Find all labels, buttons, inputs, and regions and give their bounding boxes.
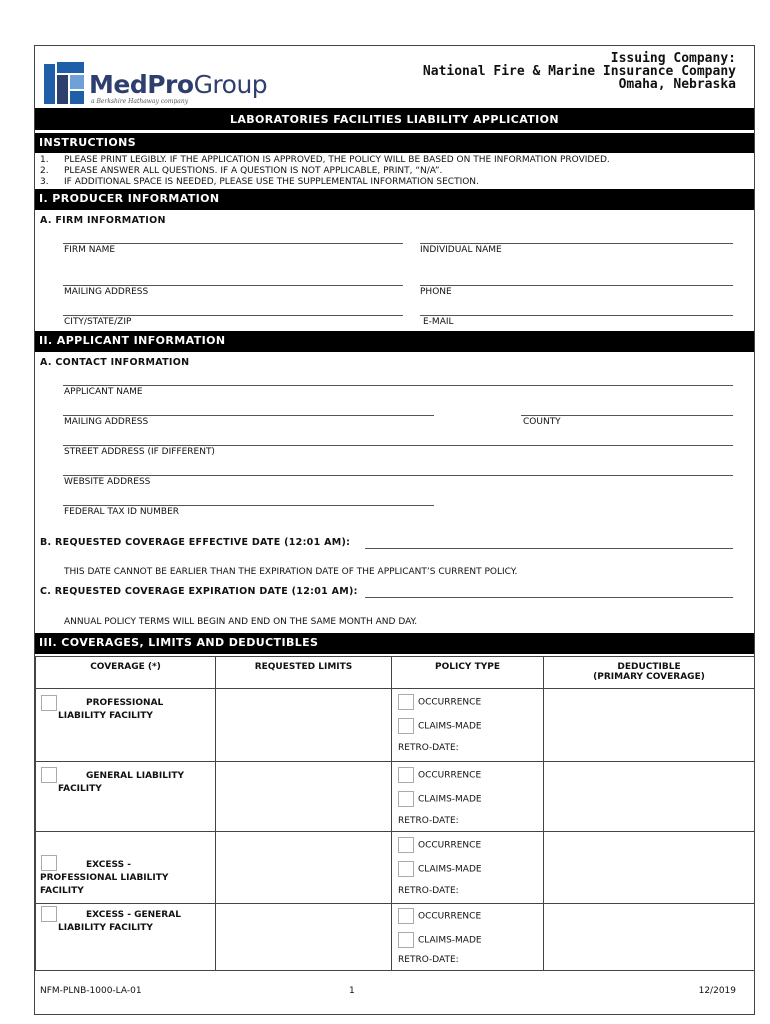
instruction-text: PLEASE ANSWER ALL QUESTIONS. IF A QUESTION IS NOT APPLICABLE, PRINT, “N/A”. [64, 166, 443, 176]
phone-label: PHONE [420, 287, 452, 297]
instruction-num: 3. [40, 177, 49, 187]
applicant-mailing-address-label: MAILING ADDRESS [64, 417, 149, 427]
issuer-label: Issuing Company: [610, 51, 736, 66]
coverage-name [58, 770, 208, 796]
applicant-name-label: APPLICANT NAME [64, 387, 143, 397]
instructions-heading: INSTRUCTIONS [39, 136, 137, 149]
claims-made-option[interactable] [398, 791, 482, 807]
retro-date-label: RETRO-DATE: [398, 816, 459, 826]
coverage-row [36, 762, 755, 832]
coverage-name-line: LIABILITY FACILITY [58, 923, 153, 933]
medpro-logo-icon [44, 62, 84, 104]
occurrence-option[interactable] [398, 908, 481, 924]
retro-date-label: RETRO-DATE: [398, 955, 459, 965]
website-label: WEBSITE ADDRESS [64, 477, 151, 487]
coverage-column-header: COVERAGE (*) [36, 657, 216, 689]
deductible-column-header [544, 657, 755, 689]
effective-date-note: THIS DATE CANNOT BE EARLIER THAN THE EXPIRATION DATE OF THE APPLICANT’S CURRENT POLICY. [64, 567, 518, 577]
effective-date-label: B. REQUESTED COVERAGE EFFECTIVE DATE (12:01 AM): [40, 537, 351, 548]
claims-made-option[interactable] [398, 718, 482, 734]
limits-column-header: REQUESTED LIMITS [216, 657, 392, 689]
application-page [34, 45, 755, 1015]
occurrence-checkbox[interactable] [398, 837, 414, 853]
deductible-input-cell[interactable] [544, 832, 755, 904]
occurrence-checkbox[interactable] [398, 767, 414, 783]
issuing-company [423, 52, 736, 91]
section3-bar [35, 633, 754, 654]
form-date: 12/2019 [698, 986, 736, 996]
claims-made-checkbox[interactable] [398, 791, 414, 807]
city-state-zip-field[interactable] [63, 315, 403, 316]
limits-input-cell[interactable] [216, 904, 392, 971]
instruction-text: IF ADDITIONAL SPACE IS NEEDED, PLEASE USE THE SUPPLEMENTAL INFORMATION SECTION. [64, 177, 479, 187]
deductible-input-cell[interactable] [544, 689, 755, 762]
claims-made-checkbox[interactable] [398, 718, 414, 734]
applicant-mailing-address-field[interactable] [63, 415, 434, 416]
expiration-date-note: ANNUAL POLICY TERMS WILL BEGIN AND END ON THE SAME MONTH AND DAY. [64, 617, 418, 627]
coverage-header-row [36, 657, 755, 689]
policy-type-column-header: POLICY TYPE [392, 657, 544, 689]
logo-med: MedPro [89, 70, 194, 99]
occurrence-option[interactable] [398, 767, 481, 783]
tax-id-label: FEDERAL TAX ID NUMBER [64, 507, 180, 517]
occurrence-label: OCCURRENCE [418, 770, 482, 781]
coverage-row [36, 832, 755, 904]
coverage-row [36, 904, 755, 971]
coverage-name-line: EXCESS - [86, 860, 131, 870]
form-title-bar [35, 108, 754, 130]
occurrence-label: OCCURRENCE [418, 911, 482, 922]
county-field[interactable] [521, 415, 733, 416]
limits-input-cell[interactable] [216, 762, 392, 832]
section1-bar [35, 189, 754, 210]
claims-made-checkbox[interactable] [398, 932, 414, 948]
form-id: NFM-PLNB-1000-LA-01 [40, 986, 142, 996]
limits-input-cell[interactable] [216, 832, 392, 904]
email-field[interactable] [420, 315, 733, 316]
deductible-subtitle: (PRIMARY COVERAGE) [593, 672, 705, 682]
deductible-title: DEDUCTIBLE [617, 662, 681, 672]
coverage-name-line: PROFESSIONAL [86, 698, 164, 708]
firm-name-label: FIRM NAME [64, 245, 116, 255]
policy-type-cell [392, 832, 544, 904]
tax-id-field[interactable] [63, 505, 434, 506]
claims-made-label: CLAIMS-MADE [418, 935, 482, 946]
city-state-zip-label: CITY/STATE/ZIP [64, 317, 132, 327]
coverage-row [36, 689, 755, 762]
contact-info-heading: A. CONTACT INFORMATION [40, 357, 190, 368]
coverage-name [40, 859, 210, 898]
section3-heading: III. COVERAGES, LIMITS AND DEDUCTIBLES [39, 636, 319, 649]
coverage-cell [36, 689, 216, 762]
website-field[interactable] [63, 475, 733, 476]
expiration-date-label: C. REQUESTED COVERAGE EXPIRATION DATE (12:01 AM): [40, 586, 358, 597]
issuer-name: National Fire & Marine Insurance Company [422, 64, 736, 79]
coverage-name-line: GENERAL LIABILITY [86, 771, 184, 781]
claims-made-option[interactable] [398, 932, 482, 948]
coverage-name-line: PROFESSIONAL LIABILITY [40, 873, 169, 883]
logo-wordmark [89, 70, 267, 99]
county-label: COUNTY [523, 417, 561, 427]
individual-name-field[interactable] [420, 243, 733, 244]
firm-mailing-address-label: MAILING ADDRESS [64, 287, 149, 297]
coverage-cell [36, 904, 216, 971]
phone-field[interactable] [420, 285, 733, 286]
form-title: LABORATORIES FACILITIES LIABILITY APPLICATION [229, 113, 560, 126]
coverage-checkbox[interactable] [41, 767, 57, 783]
section2-bar [35, 331, 754, 352]
occurrence-label: OCCURRENCE [418, 840, 482, 851]
claims-made-label: CLAIMS-MADE [418, 864, 482, 875]
page-number: 1 [349, 986, 355, 996]
instruction-num: 2. [40, 166, 49, 176]
occurrence-option[interactable] [398, 837, 481, 853]
limits-input-cell[interactable] [216, 689, 392, 762]
coverage-cell [36, 762, 216, 832]
expiration-date-field[interactable] [365, 597, 733, 598]
claims-made-checkbox[interactable] [398, 861, 414, 877]
firm-mailing-address-field[interactable] [63, 285, 403, 286]
firm-name-field[interactable] [63, 243, 403, 244]
retro-date-label: RETRO-DATE: [398, 743, 459, 753]
logo-tagline: a Berkshire Hathaway company [91, 98, 189, 105]
occurrence-checkbox[interactable] [398, 694, 414, 710]
street-address-label: STREET ADDRESS (IF DIFFERENT) [64, 447, 215, 457]
coverage-name-line: FACILITY [58, 784, 102, 794]
coverage-name [58, 909, 208, 935]
coverage-name [58, 697, 208, 723]
occurrence-label: OCCURRENCE [418, 697, 482, 708]
section1-heading: I. PRODUCER INFORMATION [39, 192, 220, 205]
firm-info-heading: A. FIRM INFORMATION [40, 215, 166, 226]
coverage-name-line: FACILITY [40, 886, 84, 896]
claims-made-option[interactable] [398, 861, 482, 877]
occurrence-checkbox[interactable] [398, 908, 414, 924]
coverage-checkbox[interactable] [41, 695, 57, 711]
coverage-name-line: EXCESS - GENERAL [86, 910, 181, 920]
coverage-cell [36, 832, 216, 904]
instruction-text: PLEASE PRINT LEGIBLY. IF THE APPLICATION IS APPROVED, THE POLICY WILL BE BASED ON THE INFORMATION PROVIDED. [64, 155, 610, 165]
deductible-input-cell[interactable] [544, 762, 755, 832]
individual-name-label: INDIVIDUAL NAME [420, 245, 502, 255]
instructions-bar [35, 133, 754, 153]
claims-made-label: CLAIMS-MADE [418, 721, 482, 732]
coverage-name-line: LIABILITY FACILITY [58, 711, 153, 721]
claims-made-label: CLAIMS-MADE [418, 794, 482, 805]
email-label: E-MAIL [423, 317, 454, 327]
instruction-num: 1. [40, 155, 49, 165]
issuer-location: Omaha, Nebraska [618, 77, 736, 92]
street-address-field[interactable] [63, 445, 733, 446]
coverage-checkbox[interactable] [41, 906, 57, 922]
policy-type-cell [392, 689, 544, 762]
occurrence-option[interactable] [398, 694, 481, 710]
deductible-input-cell[interactable] [544, 904, 755, 971]
coverage-table [35, 656, 755, 971]
policy-type-cell [392, 762, 544, 832]
logo-group: Group [193, 70, 268, 99]
applicant-name-field[interactable] [63, 385, 733, 386]
policy-type-cell [392, 904, 544, 971]
section2-heading: II. APPLICANT INFORMATION [39, 334, 226, 347]
effective-date-field[interactable] [365, 548, 733, 549]
retro-date-label: RETRO-DATE: [398, 886, 459, 896]
